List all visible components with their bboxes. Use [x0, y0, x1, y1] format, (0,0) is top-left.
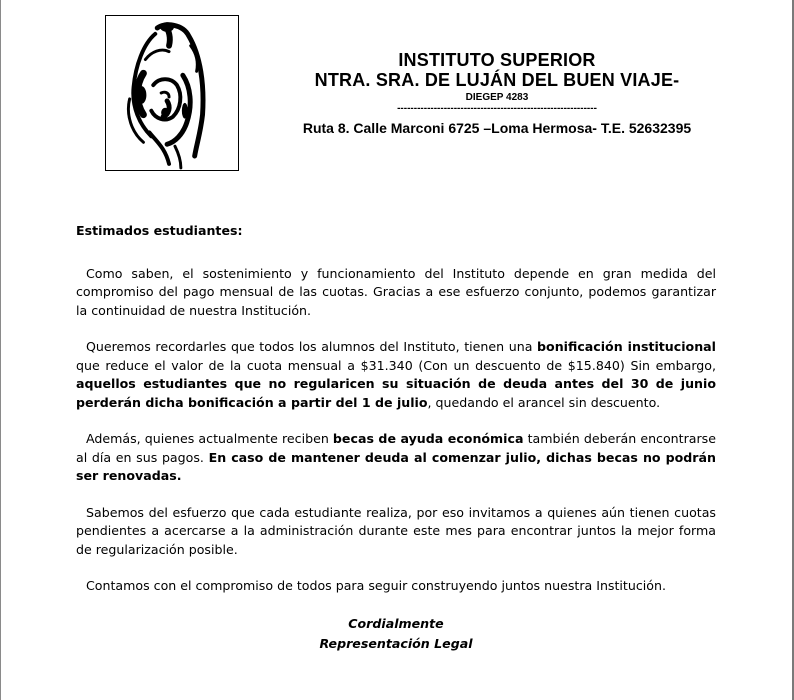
paragraph-2 [76, 338, 716, 412]
paragraph-1: Como saben, el sostenimiento y funcionamiento del Instituto depende en gran medida del compromiso del pago mensual de las cuotas. Gracias a ese esfuerzo conjunto, podemos garantizar la continuidad de nuestra Institución. [76, 265, 716, 318]
institution-address: Ruta 8. Calle Marconi 6725 –Loma Hermosa- T.E. 52632395 [302, 120, 692, 136]
p2-bold-bonificacion: bonificación institucional [537, 339, 716, 354]
p3-text-a: Además, quienes actualmente reciben [86, 431, 333, 446]
institute-logo [105, 15, 239, 171]
letter-greeting: Estimados estudiantes: [76, 223, 243, 238]
paragraph-4: Sabemos del esfuerzo que cada estudiante realiza, por eso invitamos a quienes aún tienen cuotas pendientes a acercarse a la administración durante este mes para encontrar juntos la mejor forma de regularización posible. [76, 504, 716, 557]
institution-name-line2: NTRA. SRA. DE LUJÁN DEL BUEN VIAJE- [314, 70, 680, 90]
p2-text-a: Queremos recordarles que todos los alumnos del Instituto, tienen una [86, 339, 538, 354]
diegep-number: DIEGEP 4283 [465, 92, 529, 103]
page-left-edge [0, 0, 1, 700]
virgin-and-child-logo-icon [106, 16, 238, 170]
institution-header [262, 50, 732, 137]
p2-text-c: que reduce el valor de la cuota mensual a $31.340 (Con un descuento de $15.840) Sin embargo, [76, 357, 716, 373]
p2-bold-warning: aquellos estudiantes que no regularicen su situación de deuda antes del 30 de junio perderán dicha bonificación a partir del 1 de julio [76, 376, 716, 410]
closing-signature: Representación Legal [319, 635, 473, 651]
p3-text-c: también deberán encontrarse al día en sus pagos. [76, 431, 716, 465]
paragraph-3 [76, 430, 716, 486]
p3-bold-warning: En caso de mantener deuda al comenzar julio, dichas becas no podrán ser renovadas. [76, 449, 716, 483]
p3-bold-becas: becas de ayuda económica [332, 431, 524, 446]
paragraph-5: Contamos con el compromiso de todos para seguir construyendo juntos nuestra Institución. [86, 578, 666, 593]
p2-text-e: , quedando el arancel sin descuento. [427, 394, 661, 410]
letter-closing [76, 614, 716, 654]
institution-name-line1: INSTITUTO SUPERIOR [398, 50, 596, 70]
letter-body [76, 222, 716, 654]
closing-cordialmente: Cordialmente [348, 615, 444, 631]
header-separator: ------------------------------------------------------------ [397, 105, 597, 113]
